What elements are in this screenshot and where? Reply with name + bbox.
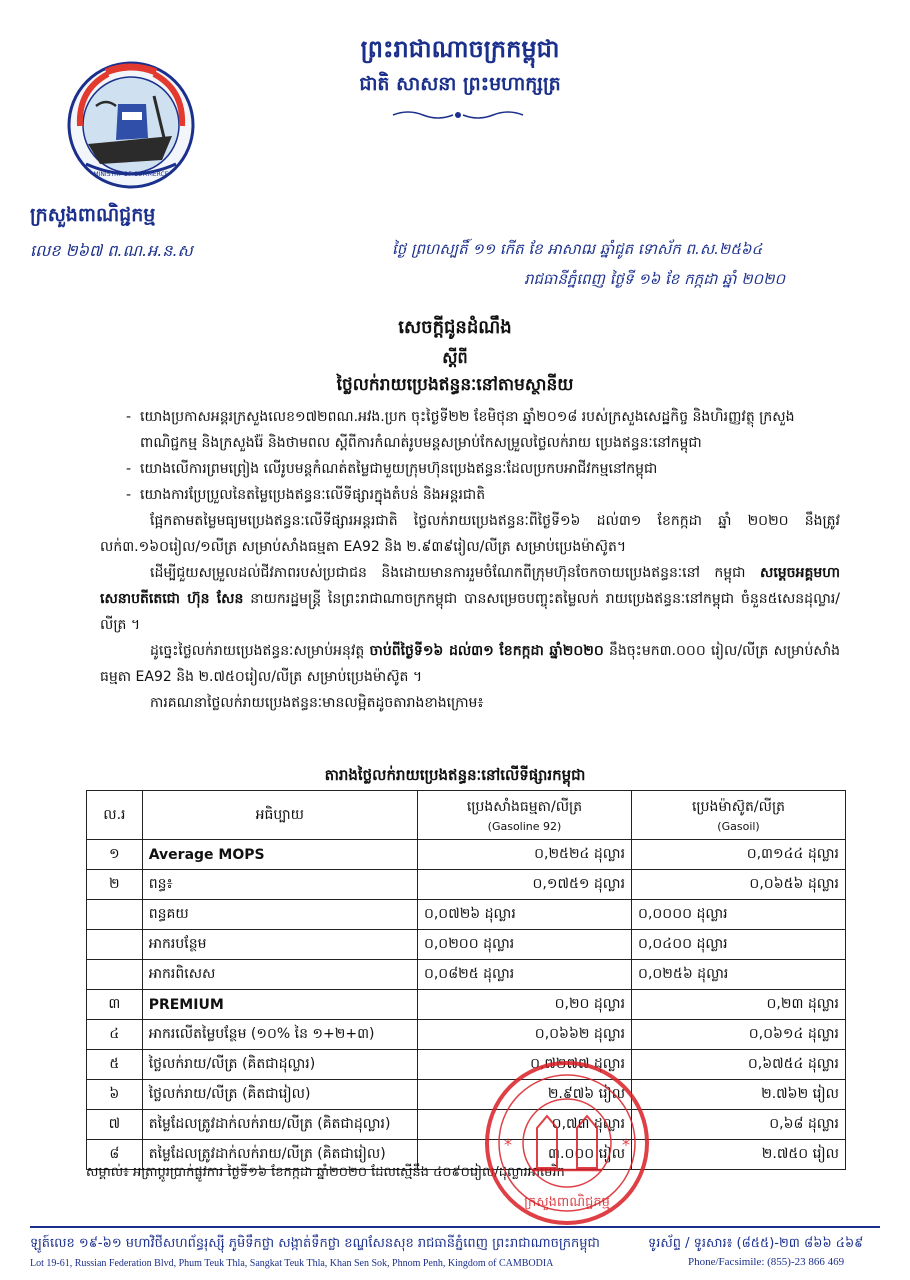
row-desc: តម្លៃដែលត្រូវដាក់លក់រាយ/លីត្រ (គិតជារៀល) bbox=[142, 1140, 417, 1170]
official-stamp bbox=[482, 1058, 652, 1228]
gasoline-label-en: (Gasoline 92) bbox=[487, 820, 562, 833]
ministry-logo bbox=[66, 60, 196, 190]
row-gasoline: ០,០២០០ ដុល្លារ bbox=[417, 930, 631, 960]
stamp-star: * bbox=[622, 1135, 630, 1154]
ornament-divider bbox=[388, 108, 528, 122]
table-row bbox=[87, 930, 846, 960]
row-gasoline: ៣.០០០ រៀល bbox=[417, 1140, 631, 1170]
row-desc: Average MOPS bbox=[142, 840, 417, 870]
gasoline-label: ប្រេងសាំងធម្មតា/លីត្រ bbox=[466, 799, 583, 815]
logo-caption: MINISTRY OF COMMERCE bbox=[93, 171, 169, 178]
reference-number: លេខ ២៦៧ ព.ណ.អ.ន.ស bbox=[30, 241, 193, 260]
table-caption: តារាងថ្លៃលក់រាយប្រេងឥន្ធនៈនៅលើទីផ្សារកម្ពុជា bbox=[324, 766, 586, 784]
paragraph-text: នឹងចុះមក៣.០០០ រៀល/លីត្រ សម្រាប់សាំងធម្មតា EA92 និង ២.៧៥០រៀល/លីត្រ សម្រាប់ប្រេងម៉ាស៊ូត ។ bbox=[100, 643, 841, 685]
row-desc: PREMIUM bbox=[142, 990, 417, 1020]
stamp-text: ក្រសួងពាណិជ្ជកម្ម bbox=[524, 1195, 610, 1210]
notice-topic: ថ្លៃលក់រាយប្រេងឥន្ធនៈនៅតាមស្ថានីយ bbox=[336, 375, 574, 395]
paragraph-price-basis: ផ្អែកតាមតម្លៃមធ្យមប្រេងឥន្ធនៈលើទីផ្សារអន្តរជាតិ ថ្លៃលក់រាយប្រេងឥន្ធនៈពីថ្ងៃទី១៦ ដល់៣១ ខែកក្កដា ឆ្នាំ ២០២០ នឹងត្រូវលក់៣.១៦០រៀល/១លីត្រ សម្រាប់សាំងធម្មតា EA92 និង ២.៩៣៩រៀល/លីត្រ សម្រាប់ប្រេងម៉ាស៊ូត។ bbox=[100, 513, 840, 555]
kingdom-title: ព្រះរាជាណាចក្រកម្ពុជា bbox=[360, 35, 560, 63]
row-diesel: ០,៦៨ ដុល្លារ bbox=[632, 1110, 846, 1140]
reference-bullet: - យោងប្រកាសអន្តរក្រសួងលេខ១៧២ពណ.អវង.ប្រក ចុះថ្ងៃទី២២ ខែមិថុនា ឆ្នាំ២០១៨ របស់ក្រសួងសេដ្ឋកិច្ច និងហិរញ្ញវត្ថុ ក្រសួងពាណិជ្ជកម្ម និងក្រសួងរ៉ែ និងថាមពល ស្តីពីការកំណត់រូបមន្តសម្រាប់កែសម្រួលថ្លៃលក់រាយ ប្រេងឥន្ធនៈនៅកម្ពុជា bbox=[100, 404, 840, 456]
notice-body bbox=[100, 404, 840, 716]
row-desc: ពន្ធ៖ bbox=[142, 870, 417, 900]
row-no: ៣ bbox=[87, 990, 143, 1020]
fuel-price-table bbox=[86, 790, 846, 1170]
row-no: ៦ bbox=[87, 1080, 143, 1110]
diesel-label: ប្រេងម៉ាស៊ូត/លីត្រ bbox=[691, 799, 786, 815]
row-diesel: ២.៧៥០ រៀល bbox=[632, 1140, 846, 1170]
notice-title: សេចក្តីជូនដំណឹង bbox=[398, 317, 512, 338]
row-diesel: ០,០៤០០ ដុល្លារ bbox=[632, 930, 846, 960]
row-gasoline: ២.៩៧៦ រៀល bbox=[417, 1080, 631, 1110]
paragraph-table-intro: ការគណនាថ្លៃលក់រាយប្រេងឥន្ធនៈមានលម្អិតដូចតារាងខាងក្រោម៖ bbox=[150, 695, 484, 711]
ministry-name: ក្រសួងពាណិជ្ជកម្ម bbox=[30, 204, 156, 226]
reference-bullet: - យោងលើការព្រមព្រៀង លើរូបមន្តកំណត់តម្លៃជាមួយក្រុមហ៊ុនប្រេងឥន្ធនៈដែលប្រកបអាជីវកម្មនៅកម្ពុជា bbox=[100, 456, 840, 482]
col-header-diesel bbox=[632, 791, 846, 840]
col-header-no: ល.រ bbox=[87, 791, 143, 840]
row-gasoline: ០,៧២៧៧ ដុល្លារ bbox=[417, 1050, 631, 1080]
footer-phone-kh: ទូរស័ព្ទ / ទូរសារ៖ (៨៥៥)-២៣ ៨៦៦ ៤៦៩ bbox=[648, 1236, 864, 1251]
footer-divider bbox=[30, 1226, 880, 1228]
stamp-star: * bbox=[504, 1135, 512, 1154]
row-diesel: ០,០៦៥៦ ដុល្លារ bbox=[632, 870, 846, 900]
row-gasoline: ០,៧៣ ដុល្លារ bbox=[417, 1110, 631, 1140]
footer-address-en: Lot 19-61, Russian Federation Blvd, Phum Teuk Thla, Sangkat Teuk Thla, Khan Sen Sok, Phnom Penh, Kingdom of CAMBODIA bbox=[30, 1258, 554, 1269]
diesel-label-en: (Gasoil) bbox=[717, 820, 760, 833]
col-header-desc: អធិប្បាយ bbox=[142, 791, 417, 840]
solar-date: រាជធានីភ្នំពេញ ថ្ងៃទី ១៦ ខែ កក្កដា ឆ្នាំ ២០២០ bbox=[524, 270, 786, 288]
reference-bullet: - យោងការប្រែប្រួលនៃតម្លៃប្រេងឥន្ធនៈលើទីផ្សារក្នុងតំបន់ និងអន្តរជាតិ bbox=[100, 482, 840, 508]
table-header-row bbox=[87, 791, 846, 840]
row-no: ៧ bbox=[87, 1110, 143, 1140]
row-diesel: ០,៦៧៥៤ ដុល្លារ bbox=[632, 1050, 846, 1080]
table-row bbox=[87, 960, 846, 990]
row-desc: ពន្ធគយ bbox=[142, 900, 417, 930]
row-diesel: ០,០៦១៤ ដុល្លារ bbox=[632, 1020, 846, 1050]
table-row bbox=[87, 1020, 846, 1050]
row-desc: ថ្លៃលក់រាយ/លីត្រ (គិតជាដុល្លារ) bbox=[142, 1050, 417, 1080]
footer-phone-en: Phone/Facsimile: (855)-23 866 469 bbox=[688, 1256, 845, 1268]
row-no: ៤ bbox=[87, 1020, 143, 1050]
row-gasoline: ០,០៧២៦ ដុល្លារ bbox=[417, 900, 631, 930]
row-no bbox=[87, 960, 143, 990]
row-no: ៨ bbox=[87, 1140, 143, 1170]
paragraph-text: ដើម្បីជួយសម្រួលដល់ជីវភាពរបស់ប្រជាជន និងដោយមានការរួមចំណែកពីក្រុមហ៊ុនចែកចាយប្រេងឥន្ធនៈនៅ កម្ពុជា bbox=[150, 565, 746, 581]
row-diesel: ០,២៣ ដុល្លារ bbox=[632, 990, 846, 1020]
row-gasoline: ០,២០ ដុល្លារ bbox=[417, 990, 631, 1020]
table-row bbox=[87, 870, 846, 900]
row-gasoline: ០,០៨២៥ ដុល្លារ bbox=[417, 960, 631, 990]
row-diesel: ០,០២៥៦ ដុល្លារ bbox=[632, 960, 846, 990]
lunar-date: ថ្ងៃ ព្រហស្បតិ៍ ១១ កើត ខែ អាសាឍ ឆ្នាំជូត ទោស័ក ព.ស.២៥៦៤ bbox=[392, 240, 763, 258]
col-header-gasoline bbox=[417, 791, 631, 840]
effective-period: ចាប់ពីថ្ងៃទី១៦ ដល់៣១ ខែកក្កដា ឆ្នាំ២០២០ bbox=[369, 643, 604, 659]
row-diesel: ០,៣១៤៤ ដុល្លារ bbox=[632, 840, 846, 870]
notice-subtitle: ស្តីពី bbox=[442, 348, 468, 367]
exchange-rate-note: សម្គាល់៖ អត្រាប្តូរប្រាក់ផ្លូវការ ថ្ងៃទី១៦ ខែកក្កដា ឆ្នាំ២០២០ ដែលស្មើនឹង ៤០៩០រៀល/ដុល្លារអាមេរិក bbox=[86, 1165, 565, 1180]
row-no: ៥ bbox=[87, 1050, 143, 1080]
table-row bbox=[87, 900, 846, 930]
national-motto: ជាតិ សាសនា ព្រះមហាក្សត្រ bbox=[359, 73, 561, 95]
row-diesel: ០,០០០០ ដុល្លារ bbox=[632, 900, 846, 930]
table-row bbox=[87, 840, 846, 870]
row-no: ២ bbox=[87, 870, 143, 900]
row-no bbox=[87, 900, 143, 930]
row-desc: អាករពិសេស bbox=[142, 960, 417, 990]
prime-minister-name: សម្តេចអគ្គមហាសេនាបតីតេជោ ហ៊ុន សែន bbox=[100, 565, 840, 607]
paragraph-final-price bbox=[100, 638, 840, 690]
row-no bbox=[87, 930, 143, 960]
footer-address-kh: ឡូត៍លេខ ១៩-៦១ មហាវិថីសហព័ន្ធរុស្ស៊ី ភូមិទឹកថ្លា សង្កាត់ទឹកថ្លា ខណ្ឌសែនសុខ រាជធានីភ្នំពេញ ព្រះរាជាណាចក្រកម្ពុជា bbox=[30, 1236, 600, 1251]
row-desc: តម្លៃដែលត្រូវដាក់លក់រាយ/លីត្រ (គិតជាដុល្លារ) bbox=[142, 1110, 417, 1140]
paragraph-text: នាយករដ្ឋមន្ត្រី នៃព្រះរាជាណាចក្រកម្ពុជា បានសម្រេចបញ្ចុះតម្លៃលក់ រាយប្រេងឥន្ធនៈនៅកម្ពុជា ចំនួន៥សេនដុល្លារ/លីត្រ ។ bbox=[100, 591, 841, 633]
table-row bbox=[87, 1110, 846, 1140]
row-desc: អាករលើតម្លៃបន្ថែម (១០% នៃ ១+២+៣) bbox=[142, 1020, 417, 1050]
row-gasoline: ០,១៧៥១ ដុល្លារ bbox=[417, 870, 631, 900]
row-gasoline: ០,០៦៦២ ដុល្លារ bbox=[417, 1020, 631, 1050]
row-desc: ថ្លៃលក់រាយ/លីត្រ (គិតជារៀល) bbox=[142, 1080, 417, 1110]
table-row bbox=[87, 1050, 846, 1080]
row-gasoline: ០,២៥២៤ ដុល្លារ bbox=[417, 840, 631, 870]
paragraph-discount bbox=[100, 560, 840, 638]
row-diesel: ២.៧៦២ រៀល bbox=[632, 1080, 846, 1110]
table-row bbox=[87, 1080, 846, 1110]
table-row bbox=[87, 990, 846, 1020]
row-no: ១ bbox=[87, 840, 143, 870]
paragraph-text: ដូច្នេះថ្លៃលក់រាយប្រេងឥន្ធនៈសម្រាប់អនុវត្ត bbox=[150, 643, 365, 659]
row-desc: អាករបន្ថែម bbox=[142, 930, 417, 960]
